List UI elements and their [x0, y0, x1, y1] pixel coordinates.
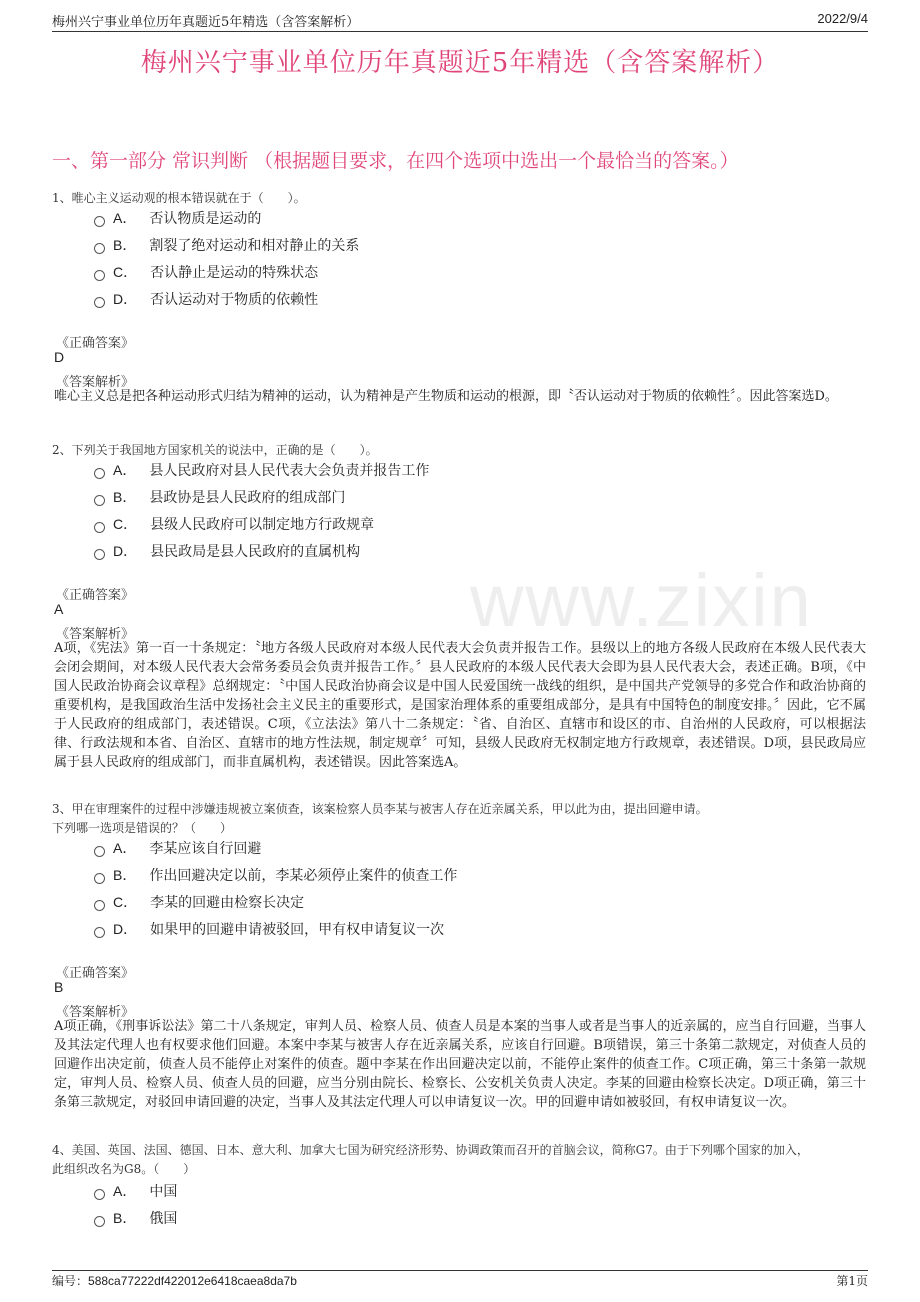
question-4-option-a[interactable]: A． 中国	[94, 1181, 177, 1201]
question-1-stem: 1、唯心主义运动观的根本错误就在于（ ）。	[52, 191, 306, 205]
question-3-stem: 3、甲在审理案件的过程中涉嫌违规被立案侦查，该案检察人员李某与被害人存在近亲属关系，甲以此为由，提出回避申请。	[52, 802, 708, 816]
question-3-option-d[interactable]: D． 如果甲的回避申请被驳回，甲有权申请复议一次	[94, 919, 444, 939]
page-title: 梅州兴宁事业单位历年真题近5年精选（含答案解析）	[140, 48, 780, 78]
radio-icon[interactable]	[94, 927, 105, 938]
question-1-option-b[interactable]: B． 割裂了绝对运动和相对静止的关系	[94, 235, 359, 255]
question-4-option-b[interactable]: B． 俄国	[94, 1208, 177, 1228]
answer-label: 《正确答案》	[56, 336, 135, 351]
question-1-option-a[interactable]: A． 否认物质是运动的	[94, 208, 261, 228]
question-2-option-b[interactable]: B． 县政协是县人民政府的组成部门	[94, 487, 345, 507]
radio-icon[interactable]	[94, 846, 105, 857]
answer-label: 《正确答案》	[56, 588, 135, 603]
radio-icon[interactable]	[94, 468, 105, 479]
document-code: 编号：588ca77222df422012e6418caea8da7b	[52, 1274, 297, 1288]
answer-label: 《正确答案》	[56, 966, 135, 981]
question-2-option-a[interactable]: A． 县人民政府对县人民代表大会负责并报告工作	[94, 460, 429, 480]
radio-icon[interactable]	[94, 873, 105, 884]
radio-icon[interactable]	[94, 1189, 105, 1200]
radio-icon[interactable]	[94, 900, 105, 911]
watermark: www.zixin	[470, 559, 813, 642]
question-4-stem-line2: 此组织改名为G8。（ ）	[52, 1162, 196, 1176]
radio-icon[interactable]	[94, 549, 105, 560]
radio-icon[interactable]	[94, 216, 105, 227]
radio-icon[interactable]	[94, 1216, 105, 1227]
question-2-option-c[interactable]: C． 县级人民政府可以制定地方行政规章	[94, 514, 374, 534]
question-2-stem: 2、下列关于我国地方国家机关的说法中，正确的是（ ）。	[52, 443, 378, 457]
question-2-analysis: A项，《宪法》第一百一十条规定：〝地方各级人民政府对本级人民代表大会负责并报告工作。县级以上的地方各级人民政府在本级人民代表大会闭会期间，对本级人民代表大会常务委员会负责并报告工作。〞县人民政府的本级人民代表大会即为县人民代表大会，表述正确。B项，《中国人民政治协商会议章程》总纲规定：〝中国人民政治协商会议是中国人民爱国统一战线的组织，是中国共产党领导的多党合作和政治协商的重要机构，是我国政治生活中发扬社会主义民主的重要形式，是国家治理体系的重要组成部分，是具有中国特色的制度安排。〞因此，它不属于人民政府的组成部门，表述错误。C项，《立法法》第八十二条规定：〝省、自治区、直辖市和设区的市、自治州的人民政府，可以根据法律、行政法规和本省、自治区、直辖市的地方性法规，制定规章〞可知，县级人民政府无权制定地方行政规章，表述错误。D项，县民政局应属于县人民政府的组成部门，而非直属机构，表述错误。因此答案选A。	[54, 641, 866, 770]
question-1-analysis: 唯心主义总是把各种运动形式归结为精神的运动，认为精神是产生物质和运动的根源，即〝否认运动对于物质的依赖性〞。因此答案选D。	[54, 389, 838, 404]
question-3-analysis: A项正确，《刑事诉讼法》第二十八条规定，审判人员、检察人员、侦查人员是本案的当事人或者是当事人的近亲属的，应当自行回避，当事人及其法定代理人也有权要求他们回避。本案中李某与被害人存在近亲属关系，应该自行回避。B项错误，第三十条第二款规定，对侦查人员的回避作出决定前，侦查人员不能停止对案件的侦查。题中李某在作出回避决定以前，不能停止案件的侦查工作。C项正确，第三十条第一款规定，审判人员、检察人员、侦查人员的回避，应当分别由院长、检察长、公安机关负责人决定。李某的回避由检察长决定。D项正确，第三十条第三款规定，对驳回申请回避的决定，当事人及其法定代理人可以申请复议一次。甲的回避申请如被驳回，有权申请复议一次。	[54, 1019, 866, 1110]
radio-icon[interactable]	[94, 522, 105, 533]
question-1-option-c[interactable]: C． 否认静止是运动的特殊状态	[94, 262, 318, 282]
question-3-answer: B	[54, 979, 64, 995]
analysis-label: 《答案解析》	[56, 1005, 135, 1020]
question-2-option-d[interactable]: D． 县民政局是县人民政府的直属机构	[94, 541, 360, 561]
question-3-stem-line2: 下列哪一选项是错误的？（ ）	[52, 821, 233, 835]
radio-icon[interactable]	[94, 270, 105, 281]
radio-icon[interactable]	[94, 243, 105, 254]
radio-icon[interactable]	[94, 495, 105, 506]
question-3-option-c[interactable]: C． 李某的回避由检察长决定	[94, 892, 304, 912]
page-number: 第1页	[836, 1274, 868, 1288]
analysis-label: 《答案解析》	[56, 627, 135, 642]
header-date: 2022/9/4	[817, 11, 868, 26]
question-1-answer: D	[54, 349, 65, 365]
question-3-option-b[interactable]: B． 作出回避决定以前，李某必须停止案件的侦查工作	[94, 865, 457, 885]
question-4-stem: 4、美国、英国、法国、德国、日本、意大利、加拿大七国为研究经济形势、协调政策而召开的首脑会议，简称G7。由于下列哪个国家的加入，	[52, 1143, 809, 1157]
question-1-option-d[interactable]: D． 否认运动对于物质的依赖性	[94, 289, 318, 309]
page-header	[52, 11, 868, 32]
radio-icon[interactable]	[94, 297, 105, 308]
header-doc-title: 梅州兴宁事业单位历年真题近5年精选（含答案解析）	[52, 15, 360, 30]
page-footer	[52, 1270, 868, 1289]
question-2-answer: A	[54, 601, 64, 617]
section-title: 一、第一部分 常识判断 （根据题目要求，在四个选项中选出一个最恰当的答案。）	[52, 150, 739, 172]
analysis-label: 《答案解析》	[56, 375, 135, 390]
question-3-option-a[interactable]: A． 李某应该自行回避	[94, 838, 261, 858]
